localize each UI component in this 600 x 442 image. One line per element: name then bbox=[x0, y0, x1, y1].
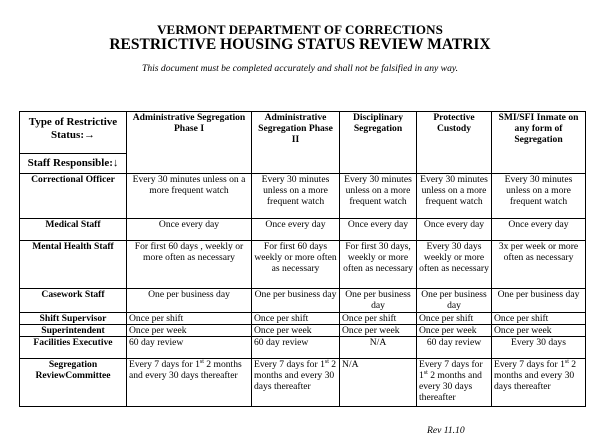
table-cell: One per business day bbox=[252, 289, 340, 313]
table-cell: Once per shift bbox=[127, 313, 252, 325]
table-cell: Every 30 minutes unless on a more frequent watch bbox=[127, 174, 252, 219]
table-row bbox=[20, 313, 586, 325]
revision-label: Rev 11.10 bbox=[427, 425, 465, 436]
table-cell: 3x per week or more often as necessary bbox=[492, 241, 586, 289]
row-header: Medical Staff bbox=[20, 219, 127, 241]
table-cell: Once per week bbox=[127, 325, 252, 337]
table-cell: For first 60 days , weekly or more often as necessary bbox=[127, 241, 252, 289]
matrix-corner-cell bbox=[20, 112, 127, 174]
completion-notice: This document must be completed accurately and shall not be falsified in any way. bbox=[141, 63, 458, 74]
table-cell: One per business day bbox=[417, 289, 492, 313]
table-cell: Once per shift bbox=[340, 313, 417, 325]
table-cell: Every 30 minutes unless on a more frequent watch bbox=[252, 174, 340, 219]
row-header: Facilities Executive bbox=[20, 337, 127, 359]
column-header: Protective Custody bbox=[417, 112, 492, 174]
table-cell: Every 30 minutes unless on a more frequent watch bbox=[417, 174, 492, 219]
table-row bbox=[20, 359, 586, 407]
table-cell: Once per shift bbox=[252, 313, 340, 325]
table-row bbox=[20, 325, 586, 337]
row-header: Casework Staff bbox=[20, 289, 127, 313]
row-header: Shift Supervisor bbox=[20, 313, 127, 325]
table-row bbox=[20, 241, 586, 289]
row-header: Segregation ReviewCommittee bbox=[20, 359, 127, 407]
table-cell: Every 7 days for 1st 2 months and every 30 days thereafter bbox=[127, 359, 252, 407]
table-row bbox=[20, 219, 586, 241]
table-cell: Once every day bbox=[417, 219, 492, 241]
table-cell: Every 30 days bbox=[492, 337, 586, 359]
table-cell: Once per week bbox=[492, 325, 586, 337]
staff-responsible-label: Staff Responsible:↓ bbox=[20, 153, 126, 173]
table-cell: Every 30 days weekly or more often as necessary bbox=[417, 241, 492, 289]
row-header: Superintendent bbox=[20, 325, 127, 337]
table-cell: Once per week bbox=[417, 325, 492, 337]
table-cell: Once every day bbox=[127, 219, 252, 241]
table-cell: 60 day review bbox=[252, 337, 340, 359]
table-cell: Every 7 days for 1st 2 months and every 30 days thereafter bbox=[252, 359, 340, 407]
table-cell: Every 30 minutes unless on a more frequent watch bbox=[340, 174, 417, 219]
table-cell: Once per shift bbox=[417, 313, 492, 325]
table-cell: Once per shift bbox=[492, 313, 586, 325]
status-type-label: Type of Restrictive Status:→ bbox=[28, 116, 118, 141]
header-row bbox=[20, 112, 586, 174]
table-row bbox=[20, 289, 586, 313]
column-header: Administrative Segregation Phase I bbox=[127, 112, 252, 174]
table-cell: Once every day bbox=[340, 219, 417, 241]
table-cell: For first 60 days weekly or more often as necessary bbox=[252, 241, 340, 289]
table-cell: 60 day review bbox=[417, 337, 492, 359]
row-header: Mental Health Staff bbox=[20, 241, 127, 289]
document-title: RESTRICTIVE HOUSING STATUS REVIEW MATRIX bbox=[109, 36, 491, 53]
table-cell: Once every day bbox=[252, 219, 340, 241]
table-cell: Every 30 minutes unless on a more frequent watch bbox=[492, 174, 586, 219]
table-cell: N/A bbox=[340, 337, 417, 359]
table-cell: Every 7 days for 1st 2 months and every 30 days thereafter bbox=[492, 359, 586, 407]
status-review-matrix bbox=[19, 111, 586, 407]
table-cell: One per business day bbox=[127, 289, 252, 313]
table-cell: Every 7 days for 1st 2 months and every 30 days thereafter bbox=[417, 359, 492, 407]
table-cell: Once per week bbox=[340, 325, 417, 337]
table-cell: One per business day bbox=[492, 289, 586, 313]
table-cell: For first 30 days, weekly or more often as necessary bbox=[340, 241, 417, 289]
table-cell: N/A bbox=[340, 359, 417, 407]
row-header: Correctional Officer bbox=[20, 174, 127, 219]
table-row bbox=[20, 174, 586, 219]
department-name: VERMONT DEPARTMENT OF CORRECTIONS bbox=[157, 22, 443, 37]
column-header: SMI/SFI Inmate on any form of Segregation bbox=[492, 112, 586, 174]
column-header: Disciplinary Segregation bbox=[340, 112, 417, 174]
table-cell: Once every day bbox=[492, 219, 586, 241]
column-header: Administrative Segregation Phase II bbox=[252, 112, 340, 174]
table-cell: One per business day bbox=[340, 289, 417, 313]
table-cell: Once per week bbox=[252, 325, 340, 337]
table-row bbox=[20, 337, 586, 359]
table-cell: 60 day review bbox=[127, 337, 252, 359]
